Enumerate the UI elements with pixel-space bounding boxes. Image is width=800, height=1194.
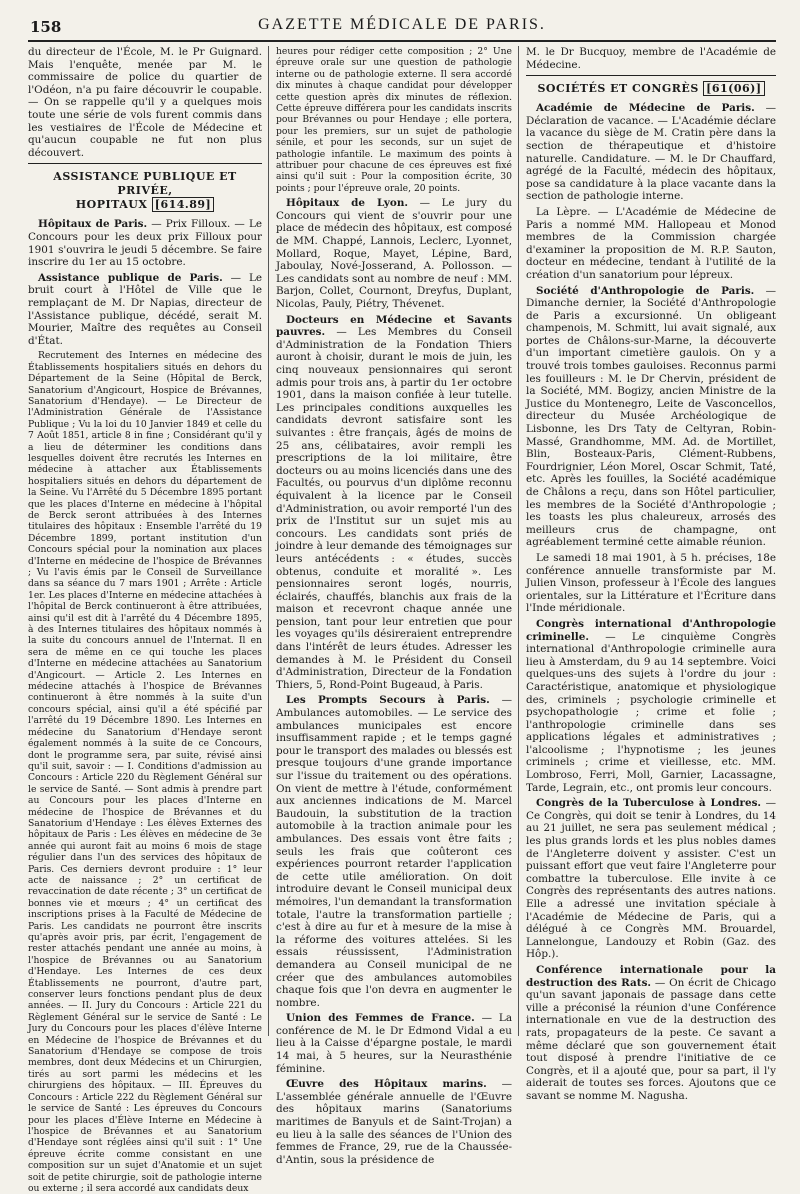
article-conference-transformiste: Le samedi 18 mai 1901, à 5 h. précises, 18e conférence annuelle transformiste par M. Julien Vinson, professeur à l'École des langues orientales, sur la Littérature et l'Écriture dans l'Inde méridionale. (526, 551, 776, 615)
article-body: — L'assemblée générale annuelle de l'Œuvre des hôpitaux marins (Sanatoriums maritimes de Banyuls et de Saint-Trojan) a eu lieu à la salle des séances de l'Union des femmes de France, 29, rue de la Chaussée-d'Antin, sous la présidence de (276, 1078, 512, 1166)
section-divider (526, 75, 776, 76)
article-heading: Conférence internationale pour la destruction des Rats. (526, 963, 776, 989)
article-heading: Congrès de la Tuberculose à Londres. (536, 797, 762, 810)
paragraph: M. le Dr Bucquoy, membre de l'Académie de Médecine. (526, 46, 776, 71)
article-congres-criminelle (526, 618, 776, 794)
section-title-line: HOPITAUX (75, 198, 148, 212)
article-body: — Le cinquième Congrès international d'Anthropologie criminelle aura lieu à Amsterdam, du 9 au 14 septembre. Voici quelques-uns des sujets à l'ordre du jour : Caractéristique, anatomique et physiologique des, criminels ; psychologie criminelle et psychopathologie ; crime et folie ; l'anthropologie criminelle dans ses applications légales et administratives ; l'alcoolisme ; l'hypnotisme ; les jeunes criminels ; crime et vieillesse, etc. MM. Lombroso, Ferri, Moll, Garnier, Lacassagne, Tarde, Legrain, etc., ont promis leur concours. (526, 630, 776, 794)
article-heading: Les Prompts Secours à Paris. (286, 694, 490, 707)
page-number: 158 (30, 18, 62, 36)
article-heading: Hôpitaux de Lyon. (286, 197, 409, 210)
article-heading: Union des Femmes de France. (286, 1012, 475, 1025)
article-body: — Le bruit court à l'Hôtel de Ville que le remplaçant de M. Dr Napias, directeur de l'Assistance publique, décédé, serait M. Mourier, Maître des requêtes au Conseil d'État. (28, 271, 262, 347)
section-title-line: ASSISTANCE PUBLIQUE ET PRIVÉE, (53, 170, 237, 198)
article-rats (526, 964, 776, 1103)
article-heading: Œuvre des Hôpitaux marins. (286, 1078, 487, 1091)
paragraph: heures pour rédiger cette composition ; 2° Une épreuve orale sur une question de pathologie interne ou de pathologie externe. Il sera accordé dix minutes à chaque candidat pour développer cette question après dix minutes de réflexion. Cette épreuve différera pour les candidats inscrits pour Brévannes ou pour Hendaye ; elle portera, pour les premiers, sur un sujet de pathologie sénile, et pour les seconds, sur un sujet de pathologie infantile. Le maximum des points à attribuer pour chacune de ces épreuves est fixé ainsi qu'il suit : Pour la composition écrite, 30 points ; pour l'épreuve orale, 20 points. (276, 46, 512, 194)
article-union-femmes (276, 1012, 512, 1075)
section-divider (28, 163, 262, 164)
article-heading: Assistance publique de Paris. (38, 271, 223, 284)
article-hopitaux-lyon (276, 197, 512, 310)
article-heading: Congrès international d'Anthropologie criminelle. (526, 617, 776, 643)
article-heading: Docteurs en Médecine et Savants pauvres. (276, 313, 512, 339)
article-oeuvre (276, 1078, 512, 1166)
article-body: — Dimanche dernier, la Société d'Anthropologie de Paris a excursionné. Un obligeant champenois, M. Schmitt, lui avait signalé, aux portes de Châlons-sur-Marne, la découverte d'un important cimetière gaulois. On y a trouvé trois tombes gauloises. Reconnus parmi les fouilleurs : M. le Dr Chervin, président de la Société, MM. Bogizy, ancien Ministre de la Justice du Montenegro, Leite de Vasconcellos, directeur du Musée Archéologique de Lisbonne, les Drs Taty de Celtyran, Robin-Massé, Grandhomme, MM. Ad. de Mortillet, Blin, Bosteaux-Paris, Clément-Rubbens, Fourdrignier, Léon Morel, Oscar Schmit, Taté, etc. Après les fouilles, la Société académique de Châlons a reçu, dans son Hôtel particulier, les membres de la Société d'Anthropologie ; les toasts les plus chaleureux, arrosés des meilleurs crus de champagne, ont agréablement terminé cette aimable réunion. (526, 284, 776, 549)
section-heading-societes (526, 82, 776, 96)
column-3 (526, 46, 776, 1102)
article-anthropologie (526, 285, 776, 549)
article-body: — Prix Filloux. — Le Concours pour les deux prix Filloux pour 1901 s'ouvrira le jeudi 5 décembre. Se faire inscrire du 1er au 15 octobre. (28, 218, 262, 269)
section-heading-assistance (28, 170, 262, 212)
section-tag: [61(06)] (703, 81, 764, 96)
article-heading: Société d'Anthropologie de Paris. (536, 284, 755, 297)
article-body: — Déclaration de vacance. — L'Académie déclare la vacance du siège de M. Cratin père dans la section de thérapeutique et d'histoire naturelle. Candidature. — M. le Dr Chauffard, agrégé de la Faculté, médecin des hôpitaux, pose sa candidature à la place vacante dans la section de pathologie interne. (526, 102, 776, 203)
column-rule (518, 46, 519, 1036)
article-assistance (28, 272, 262, 348)
article-heading: Académie de Médecine de Paris. (536, 102, 755, 115)
article-body: — Ambulances automobiles. — Le service des ambulances municipales est encore insuffisamment rapide ; et le temps gagné pour le transport des malades ou blessés est presque toujours d'une grande importance sur l'issue du traitement ou des opérations. On vient de mettre à l'étude, conformément aux anciennes indications de M. Marcel Baudouin, la substitution de la traction automobile à la traction animale pour les ambulances. Des essais vont être faits ; seuls les frais que coûteront ces expériences pourront retarder l'application de cette utile amélioration. On doit introduire devant le Conseil municipal deux mémoires, l'un demandant la transformation totale, l'autre la transformation partielle ; c'est à dire au fur et à mesure de la mise à la réforme des voitures attelées. Si les essais réussissent, l'Administration demandera au Conseil municipal de ne créer que des ambulances automobiles chaque fois que l'on devra en augmenter le nombre. (276, 694, 512, 1009)
column-1 (28, 46, 262, 1194)
section-tag: [614.89] (152, 197, 215, 212)
paragraph: du directeur de l'École, M. le Pr Guignard. Mais l'enquête, menée par M. le commissaire de police du quartier de l'Odéon, n'a pu faire découvrir le coupable. — On se rappelle qu'il y a quelques mois toute une série de vols furent commis dans les vestiaires de l'École de Médecine et qu'aucun coupable ne fut non plus découvert. (28, 46, 262, 159)
article-recrutement: Recrutement des Internes en médecine des Établissements hospitaliers situés en dehors du Département de la Seine (Hôpital de Berck, Sanatorium d'Angicourt, Hospice de Brévannes, Sanatorium d'Hendaye). — Le Directeur de l'Administration Générale de l'Assistance Publique ; Vu la loi du 10 Janvier 1849 et celle du 7 Août 1851, article 8 in fine ; Considérant qu'il y a lieu de déterminer les conditions dans lesquelles doivent être recrutés les Internes en médecine à attacher aux Établissements hospitaliers situés en dehors du département de la Seine. Vu l'Arrêté du 5 Décembre 1895 portant que les places d'Interne en médecine à l'hôpital de Berck seront attribuées à des Internes titulaires des hôpitaux : Ensemble l'arrêté du 19 Décembre 1899, portant institution d'un Concours spécial pour la nomination aux places d'Interne en médecine de l'hospice de Brévannes ; Vu l'avis émis par le Conseil de Surveillance dans sa séance du 7 mars 1901 ; Arrête : Article 1er. Les places d'Interne en médecine attachées à l'hôpital de Berck continueront à être attribuées, ainsi qu'il est dit à l'arrêté du 4 Décembre 1895, à des Internes titulaires des hôpitaux nommés à la suite du concours annuel de l'Internat. Il en sera de même en ce qui touche les places d'Interne en médecine attachées au Sanatorium d'Angicourt. — Article 2. Les Internes en médecine attachés à l'hospice de Brévannes continueront à être nommés à la suite d'un concours spécial, ainsi qu'il a été spécifié par l'arrêté du 19 Décembre 1890. Les Internes en médecine du Sanatorium d'Hendaye seront également nommés à la suite de ce Concours, dont le programme sera, par suite, révisé ainsi qu'il suit, savoir : — I. Conditions d'admission au Concours : Article 220 du Règlement Général sur le service de Santé. — Sont admis à prendre part au Concours pour les places d'Interne en médecine de l'hospice de Brévannes et du Sanatorium d'Hendaye : Les élèves Externes des hôpitaux de Paris : Les élèves en médecine de 3e année qui auront fait au moins 6 mois de stage régulier dans l'un des services des hôpitaux de Paris. Ces derniers devront produire : 1° leur acte de naissance ; 2° un certificat de revaccination de date récente ; 3° un certificat de bonnes vie et mœurs ; 4° un certificat des inscriptions prises à la Faculté de Médecine de Paris. Les candidats ne pourront être inscrits qu'après avoir pris, par écrit, l'engagement de rester attachés pendant une année au moins, à l'hospice de Brévannes ou au Sanatorium d'Hendaye. Les Internes de ces deux Établissements ne pourront, d'autre part, conserver leurs fonctions pendant plus de deux années. — II. Jury du Concours : Article 221 du Règlement Général sur le service de Santé : Le Jury du Concours pour les places d'élève Interne en Médecine de l'hospice de Brévannes et du Sanatorium d'Hendaye se compose de trois membres, dont deux Médecins et un Chirurgien, tirés au sort parmi les médecins et les chirurgiens des hôpitaux. — III. Épreuves du Concours : Article 222 du Règlement Général sur le service de Santé : Les épreuves du Concours pour les places d'Élève Interne en Médecine à l'hospice de Brévannes et au Sanatorium d'Hendaye sont réglées ainsi qu'il suit : 1° Une épreuve écrite comme consistant en une composition sur un sujet d'Anatomie et un sujet soit de petite chirurgie, soit de pathologie interne ou externe ; il sera accordé aux candidats deux (28, 350, 262, 1194)
column-rule (268, 46, 269, 1036)
running-title: GAZETTE MÉDICALE DE PARIS. (258, 16, 546, 33)
article-lepre: La Lèpre. — L'Académie de Médecine de Paris a nommé MM. Hallopeau et Monod membres de la Commission chargée d'examiner la proposition de M. R.P. Sauton, docteur en médecine, tendant à l'utilité de la création d'un sanatorium pour lépreux. (526, 205, 776, 281)
article-prompts-secours (276, 694, 512, 1009)
article-docteurs (276, 314, 512, 692)
section-title-line: SOCIÉTÉS ET CONGRÈS (537, 82, 699, 96)
article-body: — Ce Congrès, qui doit se tenir à Londres, du 14 au 21 juillet, ne sera pas seulement médical ; les plus grands lords et les plus nobles dames de l'Angleterre doivent y assister. C'est un puissant effort que veut faire l'Angleterre pour combattre la tuberculose. Elle invite à ce Congrès des représentants des autres nations. Elle a adressé une invitation spéciale à l'Académie de Médecine de Paris, qui a délégué à ce Congrès MM. Brouardel, Lannelongue, Landouzy et Robin (Gaz. des Hôp.). (526, 797, 776, 961)
article-body: — Le jury du Concours qui vient de s'ouvrir pour une place de médecin des hôpitaux, est composé de MM. Chappé, Lannois, Leclerc, Lyonnet, Mollard, Roque, Mayet, Lépine, Bard, Jaboulay, Nové-Josserand, A. Pollosson. — Les candidats sont au nombre de neuf : MM. Barjon, Collet, Cournont, Dreyfus, Duplant, Nicolas, Pauly, Piétry, Thévenet. (276, 197, 513, 311)
article-body: — On écrit de Chicago qu'un savant japonais de passage dans cette ville a préconisé la réunion d'une Conférence internationale en vue de la destruction des rats, propagateurs de la peste. Ce savant a même déclaré que son gouvernement était tout disposé à prendre l'initiative de ce Congrès, et il a ajouté que, pour sa part, il l'y aiderait de toutes ses forces. Ajoutons que ce savant se nomme M. Nagusha. (526, 976, 776, 1102)
article-heading: Hôpitaux de Paris. (38, 218, 148, 231)
article-academie (526, 102, 776, 203)
article-tuberculose (526, 797, 776, 961)
article-body: — Les Membres du Conseil d'Administration de la Fondation Thiers auront à choisir, durant le mois de juin, les cinq nouveaux pensionnaires qui seront admis pour trois ans, à partir du 1er octobre 1901, dans la maison confiée à leur tutelle. Les principales conditions auxquelles les candidats devront satisfaire sont les suivantes : être français, âgés de moins de 25 ans, célibataires, avoir rempli les prescriptions de la loi militaire, être docteurs ou au moins licenciés dans une des Facultés, ou pourvus d'un diplôme reconnu équivalent à la licence par le Conseil d'Administration, ou avoir remporté l'un des prix de l'Institut sur un sujet mis au concours. Les candidats sont priés de joindre à leur demande des témoignages sur leurs antécédents : « études, succès obtenus, conduite et moralité ». Les pensionnaires seront logés, nourris, éclairés, chauffés, blanchis aux frais de la maison et recevront chaque année une pension, tant pour leur entretien que pour les voyages qu'ils désireraient entreprendre dans l'intérêt de leurs études. Adresser les demandes à M. le Président du Conseil d'Administration, Directeur de la Fondation Thiers, 5, Rond-Point Bugeaud, à Paris. (276, 326, 512, 691)
article-body: — La conférence de M. le Dr Edmond Vidal a eu lieu à la Caisse d'épargne postale, le mardi 14 mai, à 5 heures, sur la Neurasthénie féminine. (276, 1012, 513, 1075)
page-header (28, 14, 776, 42)
article-hopitaux-paris (28, 218, 262, 268)
column-2 (276, 46, 513, 1166)
